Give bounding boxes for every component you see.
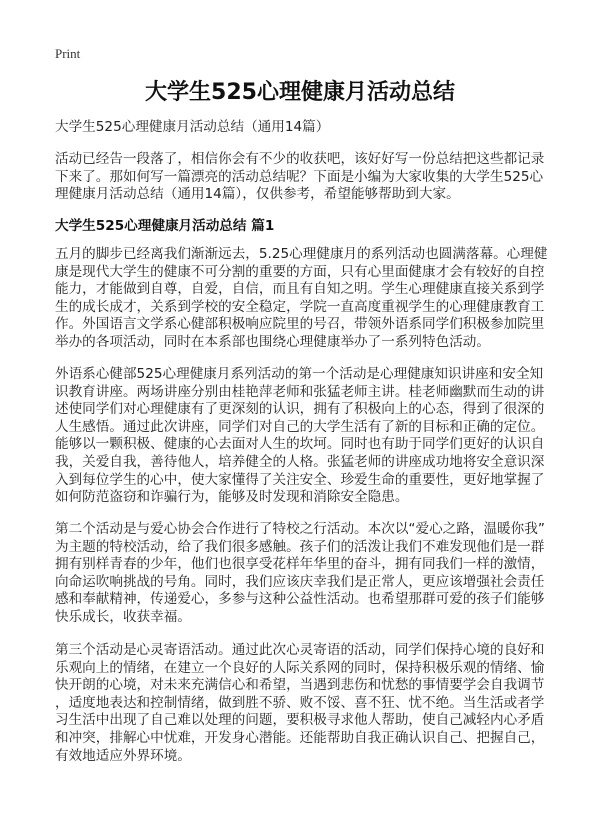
text-line: 为主题的特校活动，给了我们很多感触。孩子们的活泼让我们不难发现他们是一群 [55,538,545,555]
text-line: 五月的脚步已经离我们渐渐远去，5.25心理健康月的系列活动也圆满落幕。心理健 [55,246,548,262]
document-subtitle [55,119,555,137]
text-line: 入到每位学生的心中，使大家懂得了关注安全、珍爱生命的重要性，更好地掌握了 [55,471,545,488]
text-line: 向命运吹响挑战的号角。同时，我们应该庆幸我们是正常人，更应该增强社会责任 [55,573,545,590]
paragraph-3 [55,521,555,627]
print-link[interactable]: Print [55,46,81,61]
text-line: 外语系心健部525心理健康月系列活动的第一个活动是心理健康知识讲座和安全知 [55,366,544,382]
text-line: 有效地适应外界环境。 [55,747,191,764]
page-title: 大学生525心理健康月活动总结 [145,80,455,105]
text-line: 感和奉献精神，传递爱心，多参与这种公益性活动。也希望那群可爱的孩子们能够 [55,591,545,608]
section-heading-text: 大学生525心理健康月活动总结 篇1 [55,218,275,234]
paragraph-1 [55,246,555,352]
text-line: 能力，才能做到自尊，自爱，自信，而且有自知之明。学生心理健康直接关系到学 [55,281,545,298]
text-line: 举办的各项活动，同时在本系部也围绕心理健康举办了一系列特色活动。 [55,333,490,350]
text-line: 习生活中出现了自己难以处理的问题，要积极寻求他人帮助，使自己减轻内心矛盾 [55,712,545,729]
intro-paragraph [55,151,555,204]
text-line: 拥有别样青春的少年，他们也很享受花样年华里的奋斗，拥有同我们一样的激情， [55,556,545,573]
text-line: ，适度地表达和控制情绪，做到胜不骄、败不馁、喜不狂、忧不绝。当生活或者学 [55,694,545,711]
text-line: 作。外国语言文学系心健部积极响应院里的号召，带领外语系同学们积极参加院里 [55,316,545,333]
text-line: 如何防范盗窃和诈骗行为，能够及时发现和消除安全隐患。 [55,489,409,506]
text-line: 快开朗的心境，对未来充满信心和希望，当遇到悲伤和忧愁的事情要学会自我调节 [55,677,545,694]
text-line: 人生感悟。通过此次讲座，同学们对自己的大学生活有了新的目标和正确的定位。 [55,418,545,435]
text-line: 活动已经告一段落了，相信你会有不少的收获吧，该好好写一份总结把这些都记录 [55,151,545,167]
subtitle-text: 大学生525心理健康月活动总结（通用14篇） [55,119,330,135]
text-line: 第二个活动是与爱心协会合作进行了特校之行活动。本次以“爱心之路，温暖你我” [55,521,545,537]
paragraph-4 [55,642,555,765]
text-line: 我，关爱自我，善待他人，培养健全的人格。张猛老师的讲座成功地将安全意识深 [55,453,545,470]
text-line: 理健康月活动总结（通用14篇），仅供参考，希望能够帮助到大家。 [55,186,460,203]
text-line: 康是现代大学生的健康不可分割的重要的方面，只有心里面健康才会有较好的自控 [55,263,545,280]
text-line: 乐观向上的情绪，在建立一个良好的人际关系网的同时，保持积极乐观的情绪、愉 [55,659,545,676]
text-line: 和冲突，排解心中忧难，开发身心潜能。还能帮助自我正确认识自己、把握自己， [55,729,545,746]
text-line: 下来了。那如何写一篇漂亮的活动总结呢？下面是小编为大家收集的大学生525心 [55,168,544,185]
section-heading [55,218,555,236]
paragraph-2 [55,366,555,507]
text-line: 第三个活动是心灵寄语活动。通过此次心灵寄语的活动，同学们保持心境的良好和 [55,642,545,658]
text-line: 快乐成长，收获幸福。 [55,608,191,625]
text-line: 生的成长成才，关系到学校的安全稳定，学院一直高度重视学生的心理健康教育工 [55,298,545,315]
text-line: 识教育讲座。两场讲座分别由桂艳萍老师和张猛老师主讲。桂老师幽默而生动的讲 [55,383,545,400]
text-line: 述使同学们对心理健康有了更深刻的认识，拥有了积极向上的心态，得到了很深的 [55,401,545,418]
text-line: 能够以一颗积极、健康的心去面对人生的坎坷。同时也有助于同学们更好的认识自 [55,436,545,453]
